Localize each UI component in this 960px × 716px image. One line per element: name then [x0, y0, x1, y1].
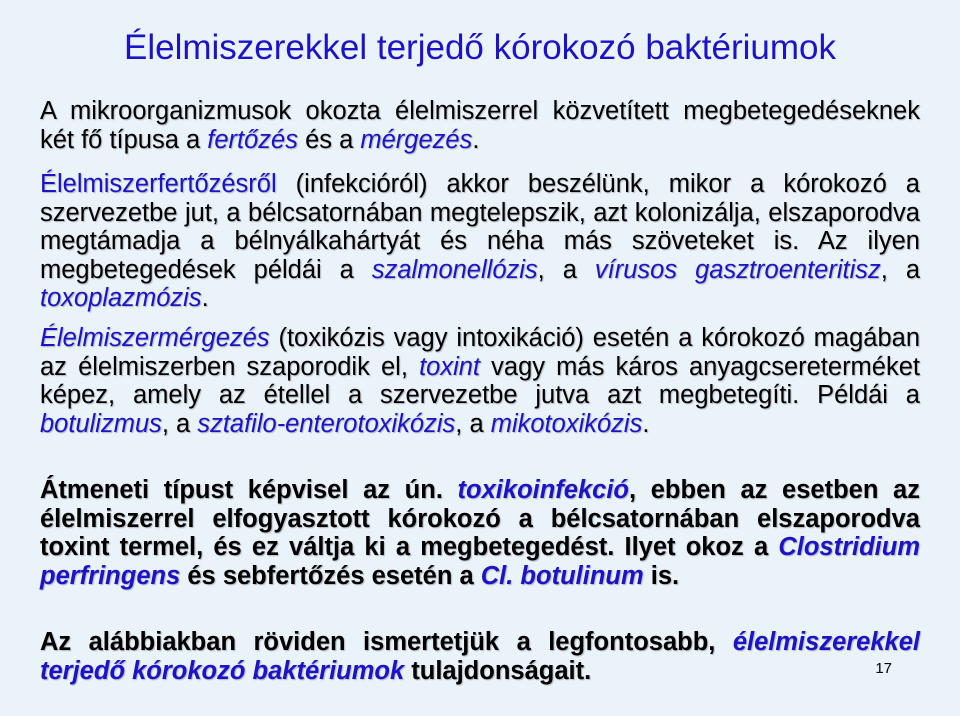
- text: .: [472, 125, 480, 154]
- term-toxikoinfekcio: toxikoinfekció: [457, 476, 629, 504]
- text: , ebben az esetben az élelmiszerrel elfogyasztott kórokozó a bélcsatornában elszaporodva toxint termel, és ez váltja ki a megbetegedést. Ilyet okoz a: [40, 476, 920, 561]
- text: Átmeneti típust képvisel az ún.: [40, 476, 458, 504]
- text: (infekcióról) akkor beszélünk, mikor a kórokozó a szervezetbe jut, a bélcsatornában megtelepszik, azt kolonizálja, elszaporodva megtámadja a bélnyálkahártyát és néha más szöveteket is. Az ilyen megbetegedések példái a: [40, 170, 920, 284]
- term-cl-botulinum: Cl. botulinum: [480, 561, 644, 590]
- page-number: 17: [875, 660, 892, 677]
- paragraph-outro: [40, 628, 920, 685]
- paragraph-intro: [40, 97, 920, 154]
- term-virusos-gasztroenteritisz: vírusos gasztroenteritisz: [594, 255, 881, 284]
- slide-title: Élelmiszerekkel terjedő kórokozó baktériumok: [124, 28, 836, 67]
- text: is.: [643, 561, 680, 590]
- term-elelmiszermergezes: Élelmiszermérgezés: [40, 324, 270, 352]
- text: és sebfertőzés esetén a: [180, 561, 481, 590]
- paragraph-poisoning: [40, 324, 920, 438]
- term-mergezes: mérgezés: [360, 125, 473, 154]
- term-mikotoxikozis: mikotoxikózis: [490, 409, 643, 438]
- text: tulajdonságait.: [404, 656, 592, 685]
- text: , a: [161, 409, 198, 438]
- text: (toxikózis vagy intoxikáció) esetén a kórokozó magában az élelmiszerben szaporodik el,: [40, 324, 920, 381]
- text: vagy más káros anyagcsereterméket képez, amely az étellel a szervezetbe jutva azt megbetegíti. Példái a: [40, 352, 920, 409]
- text: .: [642, 409, 650, 438]
- text: Az alábbiakban röviden ismertetjük a legfontosabb,: [40, 628, 733, 656]
- text: , a: [455, 409, 491, 438]
- term-elelmiszerekkel-terjedo: élelmiszerekkel terjedő kórokozó baktériumok: [40, 628, 920, 685]
- text: és a: [298, 125, 361, 154]
- term-fertozes: fertőzés: [207, 125, 298, 154]
- text: , a: [537, 255, 595, 284]
- text: A mikroorganizmusok okozta élelmiszerrel közvetített megbetegedéseknek két fő típusa a: [40, 97, 920, 154]
- text: .: [201, 284, 209, 312]
- term-toxint: toxint: [419, 352, 481, 381]
- term-elelmiszerfertozes: Élelmiszerfertőzésről: [40, 170, 277, 198]
- term-botulizmus: botulizmus: [40, 409, 162, 438]
- term-sztafilo-enterotoxikozis: sztafilo-enterotoxikózis: [197, 409, 456, 438]
- term-toxoplazmozis: toxoplazmózis: [40, 284, 202, 312]
- paragraph-infection: [40, 170, 920, 313]
- term-szalmonellozis: szalmonellózis: [371, 255, 538, 284]
- paragraph-toxicoinfection: [40, 476, 920, 590]
- term-clostridium-perfringens: Clostridium perfringens: [40, 533, 920, 590]
- text: , a: [880, 255, 921, 284]
